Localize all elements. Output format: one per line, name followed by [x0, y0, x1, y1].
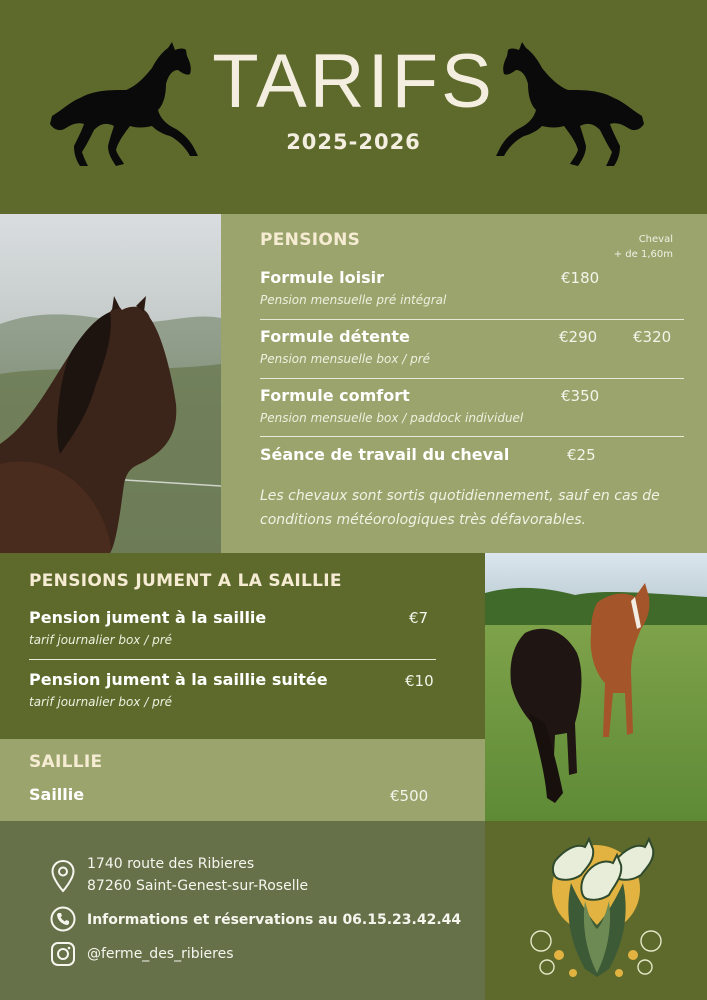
formula-description: Pension mensuelle pré intégral	[260, 293, 447, 307]
formula-name: Pension jument à la saillie	[29, 608, 267, 627]
instagram-handle[interactable]: @ferme_des_ribieres	[87, 946, 234, 962]
formula-description: tarif journalier box / pré	[29, 695, 173, 709]
price-value-large-horse: €320	[633, 328, 672, 346]
formula-name: Saillie	[29, 785, 85, 804]
stud-section-title: SAILLIE	[29, 752, 103, 772]
pensions-title: PENSIONS	[260, 230, 361, 250]
price-value: €180	[561, 269, 600, 287]
header	[0, 0, 707, 214]
price-value: €25	[567, 446, 596, 464]
horse-photo-brown	[0, 214, 221, 553]
instagram-icon	[50, 941, 76, 967]
formula-name: Formule détente	[260, 327, 410, 346]
contact-section	[0, 821, 485, 1000]
price-row	[260, 445, 684, 464]
price-row	[29, 608, 439, 647]
formula-description: tarif journalier box / pré	[29, 633, 173, 647]
divider	[260, 378, 684, 379]
address-line1: 1740 route des Ribieres	[87, 856, 255, 872]
formula-name: Formule loisir	[260, 268, 384, 287]
price-value: €500	[390, 787, 429, 805]
formula-description: Pension mensuelle box / paddock individuel	[260, 411, 524, 425]
address-line2: 87260 Saint-Genest-sur-Roselle	[87, 878, 309, 894]
horse-silhouette-icon	[490, 40, 650, 170]
formula-name: Séance de travail du cheval	[260, 445, 510, 464]
formula-name: Formule comfort	[260, 386, 410, 405]
stud-service-section	[0, 739, 485, 821]
location-pin-icon	[50, 859, 76, 893]
divider	[29, 659, 436, 660]
divider	[260, 319, 684, 320]
formula-name: Pension jument à la saillie suitée	[29, 670, 328, 689]
divider	[260, 436, 684, 437]
column-note-line2: + de 1,60m	[613, 249, 673, 260]
page-title: TARIFS	[212, 39, 495, 124]
pensions-note: Les chevaux sont sortis quotidiennement, sauf en cas de conditions météorologiques très défavorables.	[260, 488, 660, 528]
mare-breeding-section	[0, 553, 485, 739]
price-value: €10	[405, 672, 434, 690]
price-row	[260, 386, 684, 425]
phone-info[interactable]: Informations et réservations au 06.15.23.42.44	[87, 912, 462, 928]
price-value: €290	[559, 328, 598, 346]
season-year: 2025-2026	[286, 130, 421, 154]
formula-description: Pension mensuelle box / pré	[260, 352, 431, 366]
address	[87, 853, 308, 897]
mare-and-foal-photo	[485, 553, 707, 821]
price-row	[29, 670, 439, 709]
large-horse-column-note	[614, 232, 673, 262]
farm-logo	[485, 821, 707, 1000]
price-value: €350	[561, 387, 600, 405]
mare-section-title: PENSIONS JUMENT A LA SAILLIE	[29, 571, 342, 591]
phone-icon	[50, 906, 76, 932]
column-note-line1: Cheval	[638, 234, 673, 245]
price-row	[260, 327, 684, 366]
price-row	[260, 268, 684, 307]
price-value: €7	[409, 609, 429, 627]
pensions-section	[221, 214, 707, 553]
